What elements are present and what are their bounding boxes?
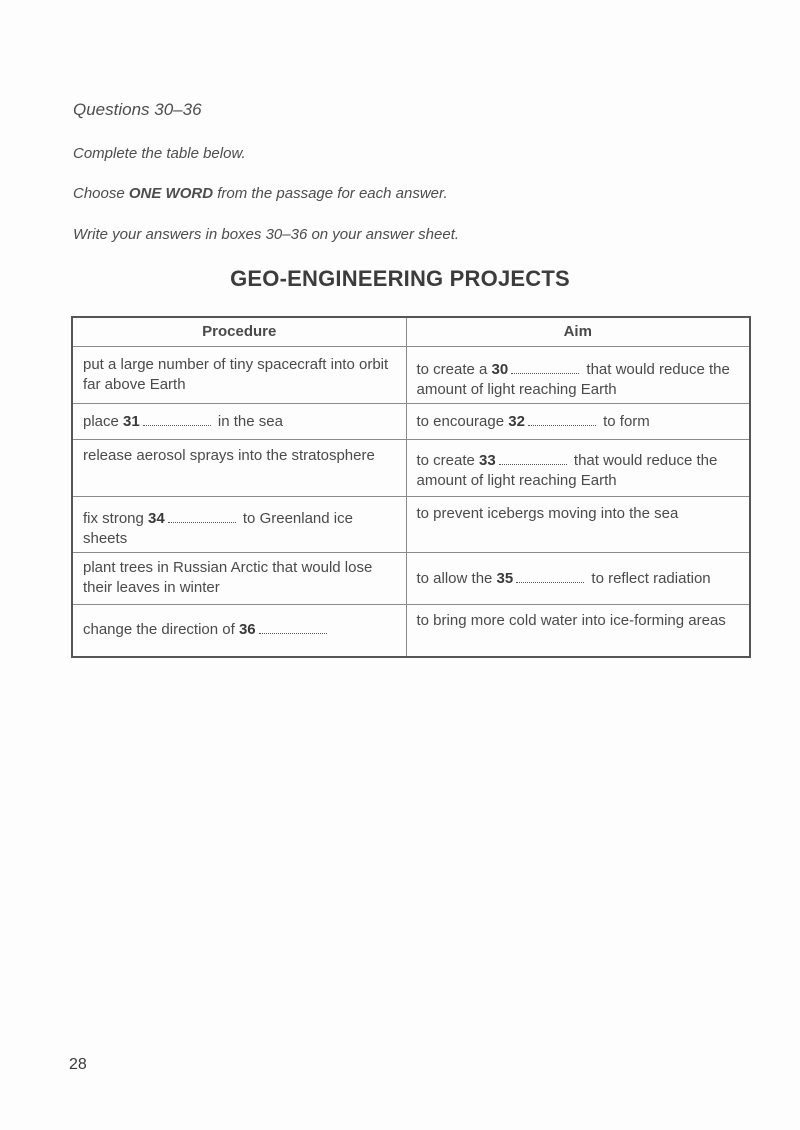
aim-text: to bring more cold water into ice-forming areas: [416, 612, 726, 629]
aim-text-pre: to create a: [416, 361, 492, 378]
aim-text-post: to reflect radiation: [587, 569, 711, 587]
question-number: 31: [123, 412, 140, 430]
aim-cell: [406, 440, 750, 497]
table-row: [72, 347, 750, 404]
header-procedure: Procedure: [72, 317, 406, 347]
aim-text-post: to form: [598, 412, 650, 430]
aim-cell: [406, 553, 750, 605]
table-header-row: [72, 317, 750, 347]
question-number: 34: [148, 510, 165, 527]
answer-blank: [499, 452, 567, 465]
table-row: [72, 440, 750, 497]
procedure-text: put a large number of tiny spacecraft into orbit far above Earth: [83, 356, 389, 393]
aim-text-pre: to encourage: [416, 412, 509, 430]
instruction-choose-word: [73, 185, 448, 202]
procedure-text: plant trees in Russian Arctic that would lose their leaves in winter: [83, 559, 373, 596]
answer-blank: [511, 361, 579, 374]
question-number: 32: [508, 412, 525, 430]
answer-blank: [528, 413, 596, 426]
table-row: [72, 605, 750, 657]
table-row: [72, 404, 750, 440]
procedure-cell: [72, 440, 406, 497]
aim-cell: [406, 404, 750, 440]
aim-cell: [406, 497, 750, 553]
aim-text-pre: to create: [416, 452, 480, 469]
aim-text: to prevent icebergs moving into the sea: [416, 505, 679, 522]
table-row: [72, 497, 750, 553]
answer-blank: [516, 570, 584, 583]
instruction-write-answers: Write your answers in boxes 30–36 on your answer sheet.: [73, 226, 460, 243]
instruction-choose-pre: Choose: [73, 185, 129, 202]
answer-blank: [259, 621, 327, 634]
question-number: 36: [238, 621, 256, 639]
instruction-complete-table: Complete the table below.: [73, 145, 246, 162]
aim-text-pre: to allow the: [416, 569, 497, 587]
table-row: [72, 553, 750, 605]
procedure-cell: [72, 404, 406, 440]
aim-cell: [406, 605, 750, 657]
procedure-text-pre: fix strong: [83, 510, 149, 527]
question-number: 35: [496, 569, 514, 587]
instruction-one-word: ONE WORD: [128, 185, 214, 202]
questions-heading: Questions 30–36: [73, 100, 202, 119]
procedure-text-pre: change the direction of: [83, 621, 239, 639]
procedure-cell: [72, 553, 406, 605]
procedure-cell: [72, 347, 406, 404]
procedure-text-pre: place: [83, 412, 124, 430]
answer-blank: [168, 510, 236, 523]
page-number: 28: [69, 1056, 87, 1073]
procedure-text-post: in the sea: [213, 412, 283, 430]
aim-cell: [406, 347, 750, 404]
question-number: 33: [479, 452, 496, 469]
instruction-choose-post: from the passage for each answer.: [213, 185, 448, 202]
procedure-cell: [72, 605, 406, 657]
procedure-text: release aerosol sprays into the stratosphere: [83, 447, 375, 464]
aim-text-post: that would reduce the amount of light reaching Earth: [416, 452, 718, 489]
answer-blank: [143, 413, 211, 426]
projects-table: [71, 316, 751, 658]
aim-text-post: that would reduce the amount of light reaching Earth: [416, 361, 730, 398]
procedure-text-post: to Greenland ice sheets: [83, 510, 353, 547]
header-aim: Aim: [406, 317, 750, 347]
procedure-cell: [72, 497, 406, 553]
question-number: 30: [491, 361, 509, 378]
table-title: GEO-ENGINEERING PROJECTS: [230, 266, 570, 291]
